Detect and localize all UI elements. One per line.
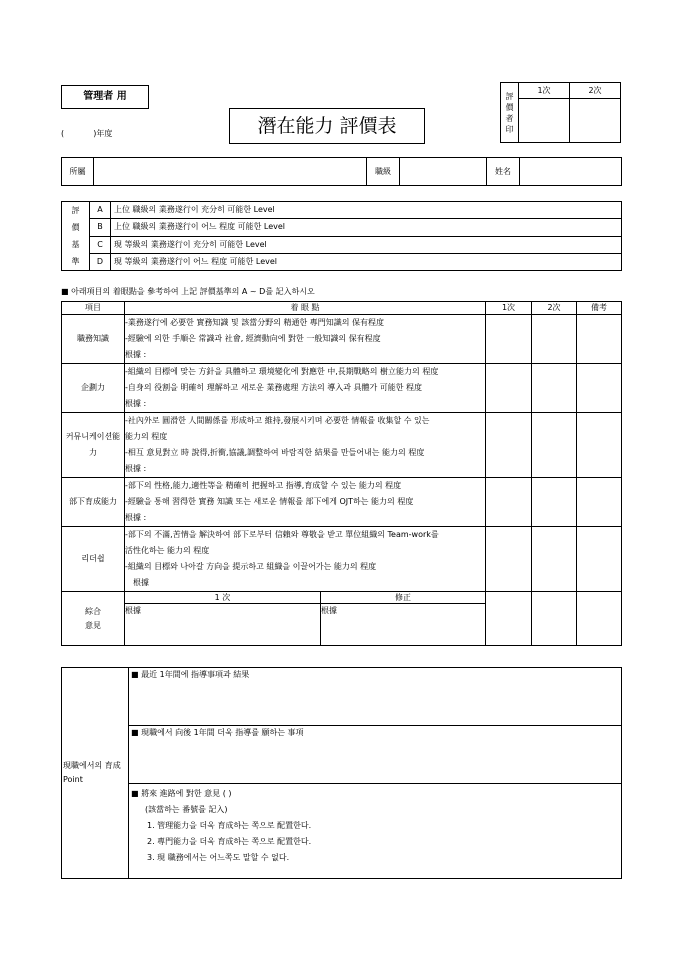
criteria-grade-a: A — [90, 202, 111, 219]
overall-remark[interactable] — [577, 592, 622, 646]
evaluator-stamp-label: 評價者印 — [501, 83, 519, 143]
item-job-knowledge-points: -業務遂行에 必要한 實務知識 및 該當分野의 精通한 專門知識의 保有程度 -經驗에 의한 手順은 常識과 社會, 經濟動向에 對한 一般知識의 保有程度 根據 : — [125, 315, 486, 364]
instruction-text: ■ 아래項目의 着眼點을 參考하여 上記 評價基準의 A ~ D를 記入하시오 — [61, 287, 315, 296]
score-2-job-knowledge[interactable] — [532, 315, 577, 364]
section-career-title: ■ 將來 進路에 對한 意見 ( ) — [131, 789, 232, 798]
header-first: 1次 — [486, 302, 532, 315]
development-label: 現職에서의 育成 Point — [62, 668, 129, 879]
dept-label: 所屬 — [62, 158, 94, 186]
item-subordinate-dev: 部下育成能力 — [62, 478, 125, 527]
career-option-3: 3. 現 職務에서는 어느쪽도 말할 수 없다. — [147, 853, 290, 862]
remark-leadership[interactable] — [577, 527, 622, 592]
remark-subordinate-dev[interactable] — [577, 478, 622, 527]
criteria-label: 評價基準 — [62, 202, 90, 271]
dept-field[interactable] — [94, 158, 367, 186]
score-1-communication[interactable] — [486, 413, 532, 478]
header-item: 項目 — [62, 302, 125, 315]
evaluator-stamp-table — [500, 82, 621, 143]
item-subordinate-dev-points: -部下의 性格,能力,適性等을 精確히 把握하고 指導,育成할 수 있는 能力의 程度 -經驗을 통해 習得한 實務 知識 또는 새로운 情報를 部下에게 OJT하는 能力의 程度 根據 : — [125, 478, 486, 527]
career-note: (該當하는 番號를 記入) — [145, 805, 228, 814]
item-communication: 커뮤니케이션能力 — [62, 413, 125, 478]
item-planning: 企劃力 — [62, 364, 125, 413]
overall-revise-basis: 根據 — [321, 606, 337, 615]
rank-label: 職級 — [367, 158, 400, 186]
criteria-text-a: 上位 職級의 業務遂行이 充分히 可能한 Level — [111, 202, 622, 219]
score-1-planning[interactable] — [486, 364, 532, 413]
remark-job-knowledge[interactable] — [577, 315, 622, 364]
score-1-leadership[interactable] — [486, 527, 532, 592]
item-communication-points: -社內外로 圓滑한 人間關係를 形成하고 維持,發展시키며 必要한 情報를 收集할 수 있는 能力의 程度 -相互 意見對立 時 說得,折衝,協議,調整하여 바람직한 結果를 만들어내는 能力의 程度 根據 : — [125, 413, 486, 478]
criteria-grade-d: D — [90, 253, 111, 270]
career-option-2: 2. 專門能力을 더욱 育成하는 쪽으로 配置한다. — [147, 837, 312, 846]
criteria-text-b: 上位 職級의 業務遂行이 어느 程度 可能한 Level — [111, 219, 622, 236]
item-job-knowledge: 職務知識 — [62, 315, 125, 364]
manager-use-box — [61, 85, 149, 109]
year-open: ( — [61, 129, 65, 138]
overall-label: 綜合意見 — [62, 592, 125, 646]
score-1-subordinate-dev[interactable] — [486, 478, 532, 527]
overall-first-header: 1 次 — [125, 592, 321, 604]
section-recent-title: ■ 最近 1年間에 指導事項과 結果 — [131, 670, 250, 679]
rank-field[interactable] — [400, 158, 487, 186]
section-recent-guidance[interactable] — [129, 668, 622, 726]
section-future-guidance[interactable] — [129, 726, 622, 784]
score-1-job-knowledge[interactable] — [486, 315, 532, 364]
criteria-text-c: 現 等級의 業務遂行이 充分히 可能한 Level — [111, 236, 622, 253]
manager-use-label: 管理者 用 — [83, 91, 127, 102]
item-leadership: 리더쉽 — [62, 527, 125, 592]
criteria-text-d: 現 等級의 業務遂行이 어느 程度 可能한 Level — [111, 253, 622, 270]
overall-revise-header: 修正 — [321, 592, 486, 604]
section-career-opinion[interactable] — [129, 784, 622, 879]
stamp-1-cell[interactable] — [519, 99, 570, 143]
score-2-leadership[interactable] — [532, 527, 577, 592]
header-focus: 着 眼 點 — [125, 302, 486, 315]
overall-first-basis: 根據 — [125, 606, 141, 615]
criteria-grade-b: B — [90, 219, 111, 236]
name-field[interactable] — [520, 158, 622, 186]
criteria-table — [61, 201, 622, 271]
overall-score-1[interactable] — [486, 592, 532, 646]
score-2-subordinate-dev[interactable] — [532, 478, 577, 527]
document-title: 潛在能力 評價表 — [257, 115, 397, 137]
info-table — [61, 157, 622, 186]
remark-planning[interactable] — [577, 364, 622, 413]
name-label: 姓名 — [487, 158, 520, 186]
year-label: )年度 — [93, 129, 113, 138]
development-table — [61, 667, 622, 879]
score-2-communication[interactable] — [532, 413, 577, 478]
career-option-1: 1. 管理能力을 더욱 育成하는 쪽으로 配置한다. — [147, 821, 312, 830]
criteria-grade-c: C — [90, 236, 111, 253]
item-leadership-points: -部下의 不滿,苦情을 解決하여 部下로부터 信賴와 尊敬을 받고 單位組織의 Team-work를 活性化하는 能力의 程度 -組織의 目標와 나아갈 方向을 提示하고 組織을 이끌어가는 能力의 程度 根據 — [125, 527, 486, 592]
stamp-col-2: 2次 — [570, 83, 621, 99]
overall-score-2[interactable] — [532, 592, 577, 646]
evaluation-table — [61, 301, 622, 646]
overall-revise-opinion[interactable] — [321, 604, 486, 646]
stamp-col-1: 1次 — [519, 83, 570, 99]
score-2-planning[interactable] — [532, 364, 577, 413]
document-title-box — [229, 108, 425, 144]
stamp-2-cell[interactable] — [570, 99, 621, 143]
remark-communication[interactable] — [577, 413, 622, 478]
header-second: 2次 — [532, 302, 577, 315]
section-future-title: ■ 現職에서 向後 1年間 더욱 指導를 願하는 事項 — [131, 728, 304, 737]
header-remark: 備考 — [577, 302, 622, 315]
overall-first-opinion[interactable] — [125, 604, 321, 646]
item-planning-points: -組織의 目標에 맞는 方針을 具體하고 環境變化에 對應한 中,長期戰略의 樹立能力의 程度 -自身의 役割을 明確히 理解하고 새로운 業務處理 方法의 導入과 具體가 可能한 程度 根據 : — [125, 364, 486, 413]
year-field — [61, 129, 112, 139]
